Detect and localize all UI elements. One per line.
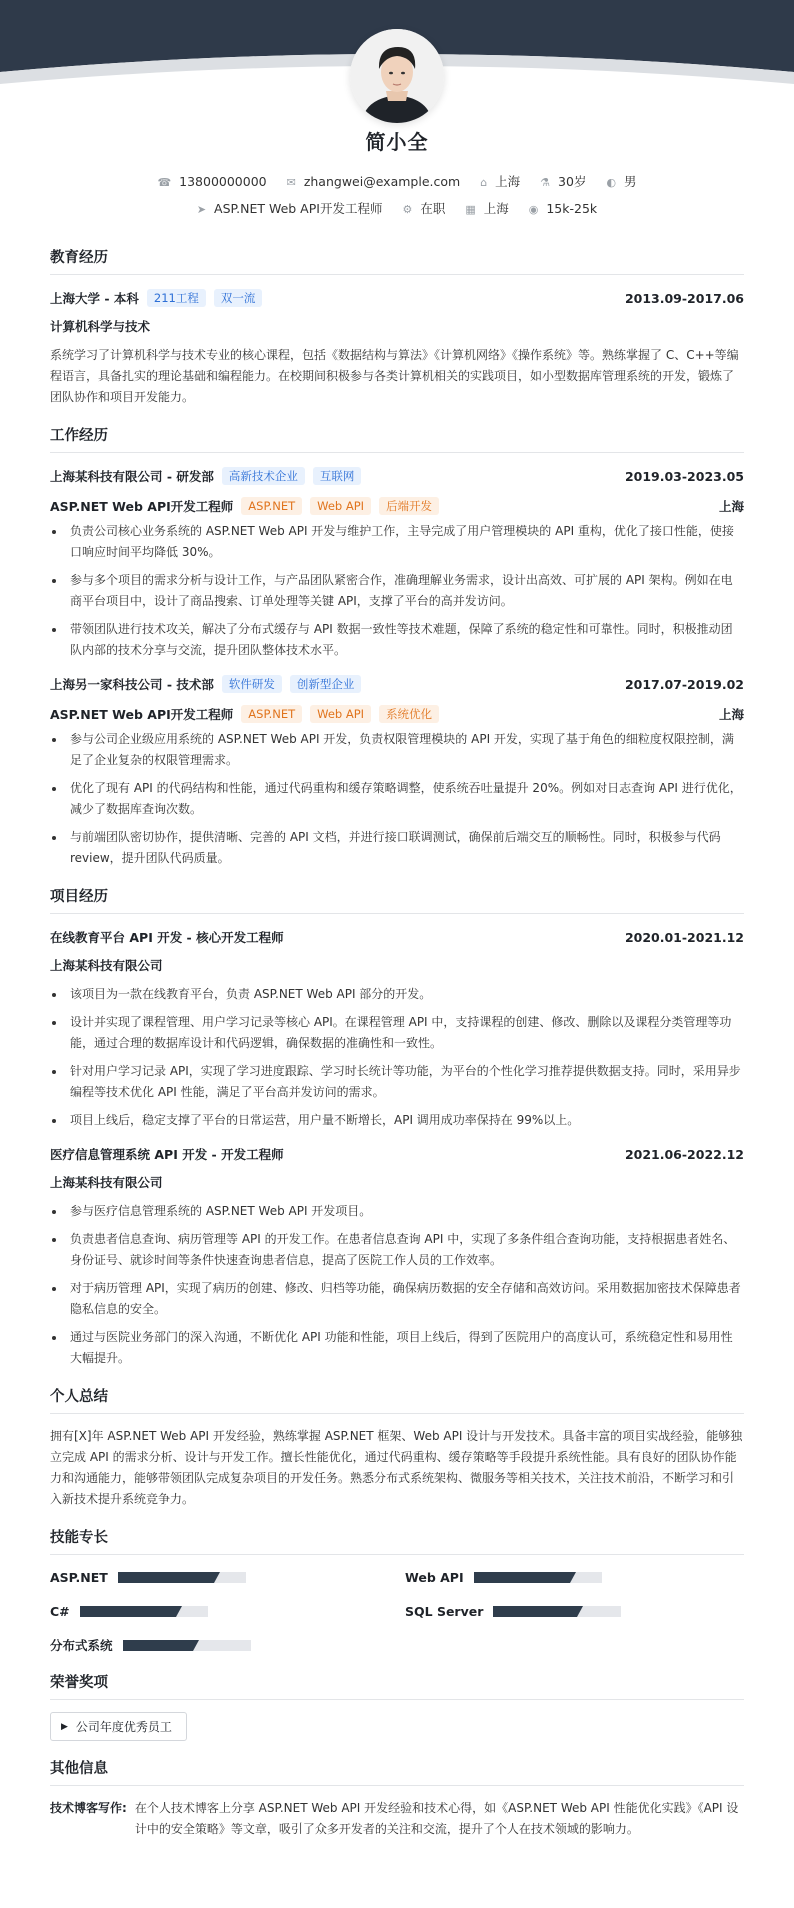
other-text: 在个人技术博客上分享 ASP.NET Web API 开发经验和技术心得，如《ASP.NET Web API 性能优化实践》《API 设计中的安全策略》等文章，吸引了众多开发者的关注和交流，提升了个人在技术领域的影响力。 [134, 1801, 739, 1836]
skill-bar [80, 1606, 208, 1617]
tag: 软件研发 [222, 675, 282, 693]
skill-name: 分布式系统 [50, 1638, 113, 1653]
list-item: 带领团队进行技术攻关，解决了分布式缓存与 API 数据一致性等技术难题，保障了系统的稳定性和可靠性。同时，积极推动团队内部的技术分享与交流，提升团队整体技术水平。 [50, 619, 744, 661]
phone-icon: ☎ [157, 176, 172, 189]
gender-icon: ◐ [606, 176, 617, 189]
mail-icon: ✉ [286, 176, 296, 189]
list-item: 针对用户学习记录 API，实现了学习进度跟踪、学习时长统计等功能，为平台的个性化学习推荐提供数据支持。同时，采用异步编程等技术优化 API 性能，满足了平台高并发访问的需求。 [50, 1061, 744, 1103]
skill-name: C# [50, 1603, 70, 1619]
age-icon: ⚗ [540, 176, 551, 189]
tag: ASP.NET [241, 705, 302, 723]
tag: 后端开发 [379, 497, 439, 515]
project-org: 上海某科技有限公司 [50, 958, 163, 973]
awards-section [50, 1671, 744, 1741]
section-title: 其他信息 [50, 1757, 744, 1786]
award-name: 公司年度优秀员工 [75, 1720, 172, 1734]
skill-item [50, 1601, 405, 1621]
date: 2020.01-2021.12 [624, 929, 744, 945]
date: 2013.09-2017.06 [624, 290, 744, 306]
list-item: 负责患者信息查询、病历管理等 API 的开发工作。在患者信息查询 API 中，实现了多条件组合查询功能，支持根据患者姓名、身份证号、就诊时间等条件快速查询患者信息，提高了医院工作人员的工作效率。 [50, 1229, 744, 1271]
tag: 系统优化 [379, 705, 439, 723]
list-item: 项目上线后，稳定支撑了平台的日常运营，用户量不断增长，API 调用成功率保持在 99%以上。 [50, 1110, 744, 1131]
list-item: 参与医疗信息管理系统的 ASP.NET Web API 开发项目。 [50, 1201, 744, 1222]
other-label: 技术博客写作: [50, 1801, 127, 1815]
major: 计算机科学与技术 [50, 319, 151, 334]
job-status: 在职 [420, 201, 446, 216]
section-title: 项目经历 [50, 885, 744, 914]
tag: Web API [310, 497, 371, 515]
section-title: 教育经历 [50, 246, 744, 275]
home-icon: ⌂ [480, 176, 488, 189]
intention-row [0, 199, 794, 217]
tag: 双一流 [214, 289, 263, 307]
city: 上海 [495, 174, 521, 189]
job-item [50, 673, 744, 869]
skill-name: SQL Server [405, 1603, 484, 1619]
skill-name: Web API [405, 1569, 464, 1585]
project-item [50, 926, 744, 1131]
project-name: 在线教育平台 API 开发 - 核心开发工程师 [50, 930, 284, 945]
company-name: 上海另一家科技公司 - 技术部 [50, 677, 214, 692]
skill-fill [118, 1572, 214, 1583]
status-icon: ⚙ [402, 203, 413, 216]
triangle-icon: ▶ [61, 1721, 68, 1732]
project-org: 上海某科技有限公司 [50, 1175, 163, 1190]
list-item: 负责公司核心业务系统的 ASP.NET Web API 开发与维护工作，主导完成了用户管理模块的 API 重构，优化了接口性能，使接口响应时间平均降低 30%。 [50, 521, 744, 563]
section-title: 技能专长 [50, 1526, 744, 1555]
list-item: 优化了现有 API 的代码结构和性能，通过代码重构和缓存策略调整，使系统吞吐量提升 20%。例如对日志查询 API 进行优化，减少了数据库查询次数。 [50, 778, 744, 820]
education-section [50, 246, 744, 408]
list-item: 通过与医院业务部门的深入沟通，不断优化 API 功能和性能，项目上线后，得到了医院用户的高度认可，系统稳定性和易用性大幅提升。 [50, 1327, 744, 1369]
target-city: 上海 [483, 201, 509, 216]
tag: 211工程 [147, 289, 206, 307]
role-name: ASP.NET Web API开发工程师 [50, 499, 234, 514]
skill-fill [80, 1606, 176, 1617]
building-icon: ▦ [465, 203, 476, 216]
location: 上海 [718, 499, 744, 514]
salary: 15k-25k [546, 201, 598, 216]
skill-item [405, 1567, 744, 1587]
age: 30岁 [558, 174, 587, 189]
role-name: ASP.NET Web API开发工程师 [50, 707, 234, 722]
gender: 男 [624, 174, 637, 189]
other-section [50, 1757, 744, 1840]
skill-fill [123, 1640, 193, 1651]
list-item: 与前端团队密切协作，提供清晰、完善的 API 文档，并进行接口联调测试，确保前后端交互的顺畅性。同时，积极参与代码 review，提升团队代码质量。 [50, 827, 744, 869]
project-item [50, 1143, 744, 1369]
date: 2021.06-2022.12 [624, 1146, 744, 1162]
phone: 13800000000 [179, 174, 267, 189]
job-target: ASP.NET Web API开发工程师 [214, 201, 383, 216]
contact-row [0, 172, 794, 190]
salary-icon: ◉ [528, 203, 539, 216]
date: 2019.03-2023.05 [624, 468, 744, 484]
summary-text: 拥有[X]年 ASP.NET Web API 开发经验，熟练掌握 ASP.NET 框架、Web API 设计与开发技术。具备丰富的项目实战经验，能够独立完成 API 的需求分析、设计与开发工作。擅长性能优化，通过代码重构、缓存策略等手段提升系统性能。具有良好的团队协作能力和沟通能力，能够带领团队完成复杂项目的开发任务。熟悉分布式系统架构、微服务等相关技术，关注技术前沿，不断学习和引入新技术提升系统竞争力。 [50, 1429, 743, 1506]
summary-section [50, 1385, 744, 1510]
projects-section [50, 885, 744, 1369]
avatar [350, 29, 444, 123]
skill-bar [118, 1572, 246, 1583]
list-item: 参与多个项目的需求分析与设计工作，与产品团队紧密合作，准确理解业务需求，设计出高效、可扩展的 API 架构。例如在电商平台项目中，设计了商品搜索、订单处理等关键 API，支撑了平台的高并发访问。 [50, 570, 744, 612]
email: zhangwei@example.com [303, 174, 461, 189]
section-title: 工作经历 [50, 424, 744, 453]
skill-bar [474, 1572, 602, 1583]
education-description: 系统学习了计算机科学与技术专业的核心课程，包括《数据结构与算法》《计算机网络》《操作系统》等。熟练掌握了 C、C++等编程语言，具备扎实的理论基础和编程能力。在校期间积极参与各类计算机相关的实践项目，如小型数据库管理系统的开发，锻炼了团队协作和项目开发能力。 [50, 348, 739, 404]
list-item: 该项目为一款在线教育平台，负责 ASP.NET Web API 部分的开发。 [50, 984, 744, 1005]
skills-section [50, 1526, 744, 1655]
skill-fill [493, 1606, 576, 1617]
list-item: 对于病历管理 API，实现了病历的创建、修改、归档等功能，确保病历数据的安全存储和高效访问。采用数据加密技术保障患者隐私信息的安全。 [50, 1278, 744, 1320]
tag: ASP.NET [241, 497, 302, 515]
skill-item [405, 1601, 744, 1621]
section-title: 荣誉奖项 [50, 1671, 744, 1700]
list-item: 参与公司企业级应用系统的 ASP.NET Web API 开发，负责权限管理模块的 API 开发，实现了基于角色的细粒度权限控制，满足了企业复杂的权限管理需求。 [50, 729, 744, 771]
tag: 创新型企业 [290, 675, 362, 693]
profile-name: 简小全 [365, 130, 429, 154]
skill-name: ASP.NET [50, 1569, 108, 1585]
skill-item [50, 1635, 405, 1655]
work-section [50, 424, 744, 869]
job-item [50, 465, 744, 661]
skill-item [50, 1567, 405, 1587]
award-item [50, 1712, 187, 1741]
date: 2017.07-2019.02 [624, 676, 744, 692]
skill-bar [493, 1606, 621, 1617]
section-title: 个人总结 [50, 1385, 744, 1414]
school-name: 上海大学 - 本科 [50, 291, 139, 306]
list-item: 设计并实现了课程管理、用户学习记录等核心 API。在课程管理 API 中，支持课程的创建、修改、删除以及课程分类管理等功能，通过合理的数据库设计和代码逻辑，确保数据的准确性和一致性。 [50, 1012, 744, 1054]
tag: 互联网 [313, 467, 362, 485]
skill-fill [474, 1572, 570, 1583]
send-icon: ➤ [196, 203, 207, 216]
skill-bar [123, 1640, 251, 1651]
project-name: 医疗信息管理系统 API 开发 - 开发工程师 [50, 1147, 284, 1162]
company-name: 上海某科技有限公司 - 研发部 [50, 469, 214, 484]
tag: 高新技术企业 [222, 467, 305, 485]
location: 上海 [718, 707, 744, 722]
tag: Web API [310, 705, 371, 723]
